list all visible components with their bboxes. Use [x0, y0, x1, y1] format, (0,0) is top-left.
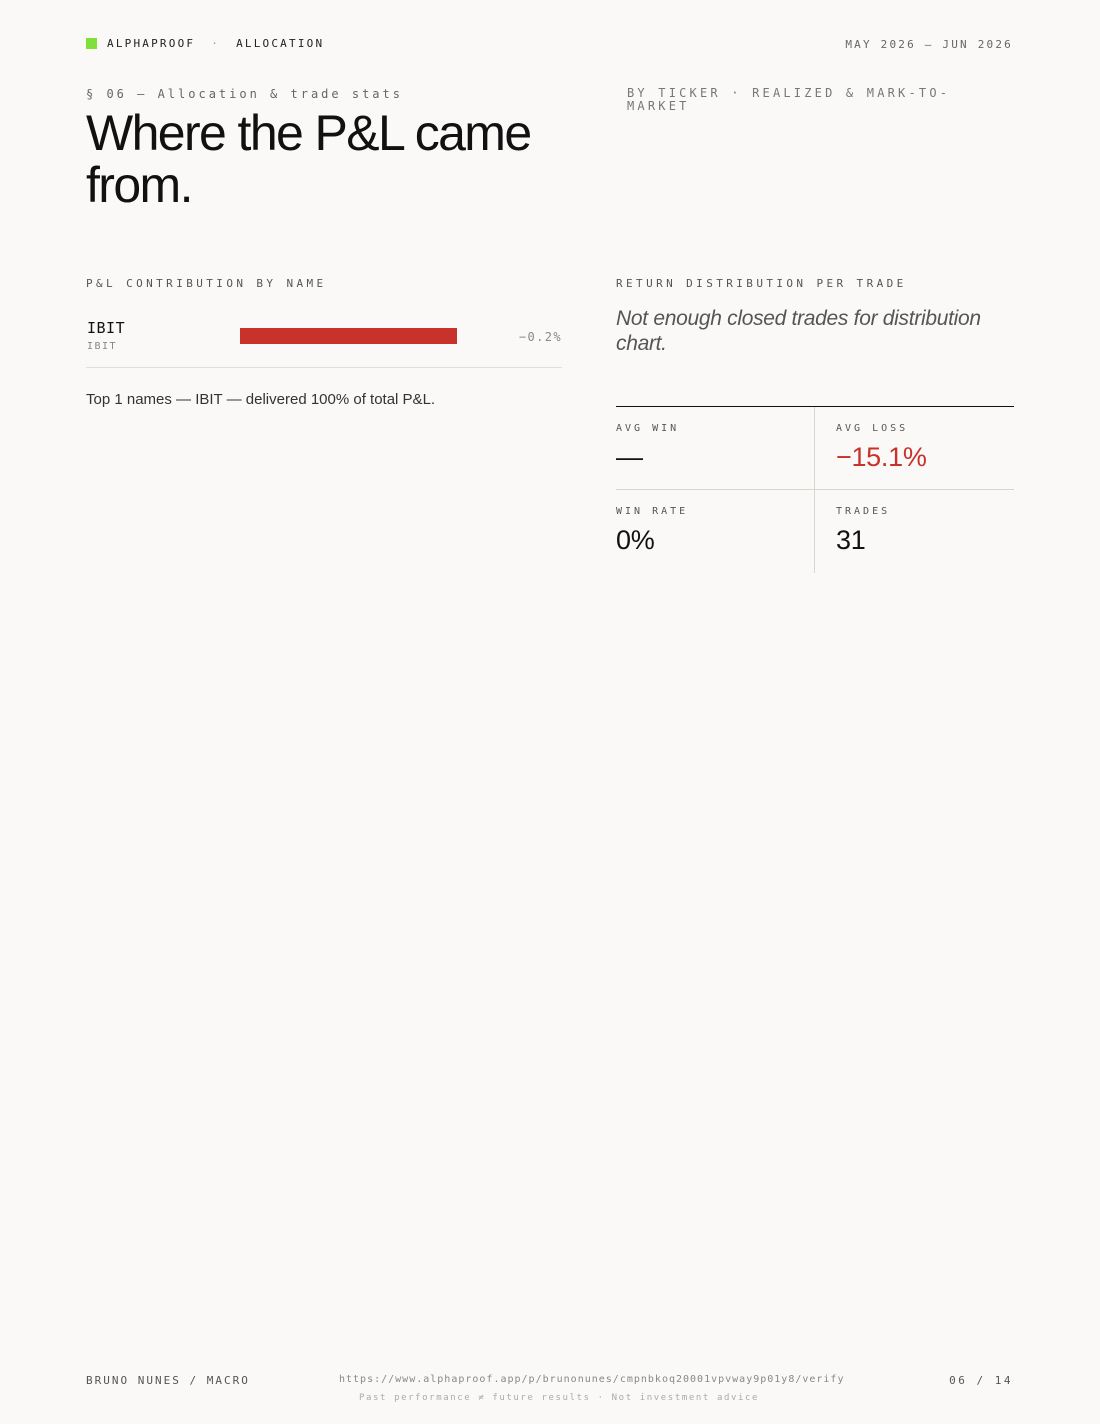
contribution-summary: Top 1 names — IBIT — delivered 100% of total P&L. — [86, 391, 436, 408]
stat-win-rate — [616, 490, 815, 573]
stat-label: AVG LOSS — [836, 423, 909, 434]
contribution-bar-track — [240, 328, 500, 344]
row-ticker-name: IBIT — [87, 319, 126, 337]
report-period: MAY 2026 — JUN 2026 — [845, 38, 1013, 51]
row-ticker-sub: IBIT — [87, 341, 118, 352]
contribution-label: P&L CONTRIBUTION BY NAME — [86, 277, 327, 290]
contribution-bar — [240, 328, 457, 344]
row-value: −0.2% — [518, 330, 562, 344]
brand-header — [86, 37, 324, 50]
footer-disclaimer: Past performance ≠ future results · Not investment advice — [359, 1393, 760, 1403]
footer-author: BRUNO NUNES / MACRO — [86, 1374, 250, 1387]
stat-avg-loss — [815, 407, 1014, 490]
trade-stats-grid — [616, 406, 1014, 573]
page-subhead: BY TICKER · REALIZED & MARK-TO-MARKET — [627, 86, 951, 113]
stat-label: AVG WIN — [616, 423, 680, 434]
brand-separator: · — [211, 37, 221, 50]
brand-logo-icon — [86, 38, 97, 49]
page-title: Where the P&L came from. — [86, 105, 531, 213]
section-name: ALLOCATION — [236, 37, 325, 50]
stat-label: WIN RATE — [616, 506, 689, 517]
stat-value: 0% — [616, 525, 655, 555]
distribution-label: RETURN DISTRIBUTION PER TRADE — [616, 277, 907, 290]
stat-avg-win — [616, 407, 815, 490]
stat-value: −15.1% — [836, 442, 927, 472]
page-number: 06 / 14 — [949, 1374, 1013, 1387]
stat-label: TRADES — [836, 506, 891, 517]
stat-trades — [815, 490, 1014, 573]
stat-value: — — [616, 442, 643, 472]
footer-verify-link[interactable]: https://www.alphaproof.app/p/brunonunes/cmpnbkoq20001vpvway9p01y8/verify — [339, 1374, 845, 1385]
section-label: § 06 — Allocation & trade stats — [86, 87, 403, 101]
distribution-empty-note: Not enough closed trades for distribution chart. — [616, 307, 981, 355]
stat-value: 31 — [836, 525, 866, 555]
brand-name: ALPHAPROOF — [107, 37, 196, 50]
contribution-row — [86, 311, 562, 368]
